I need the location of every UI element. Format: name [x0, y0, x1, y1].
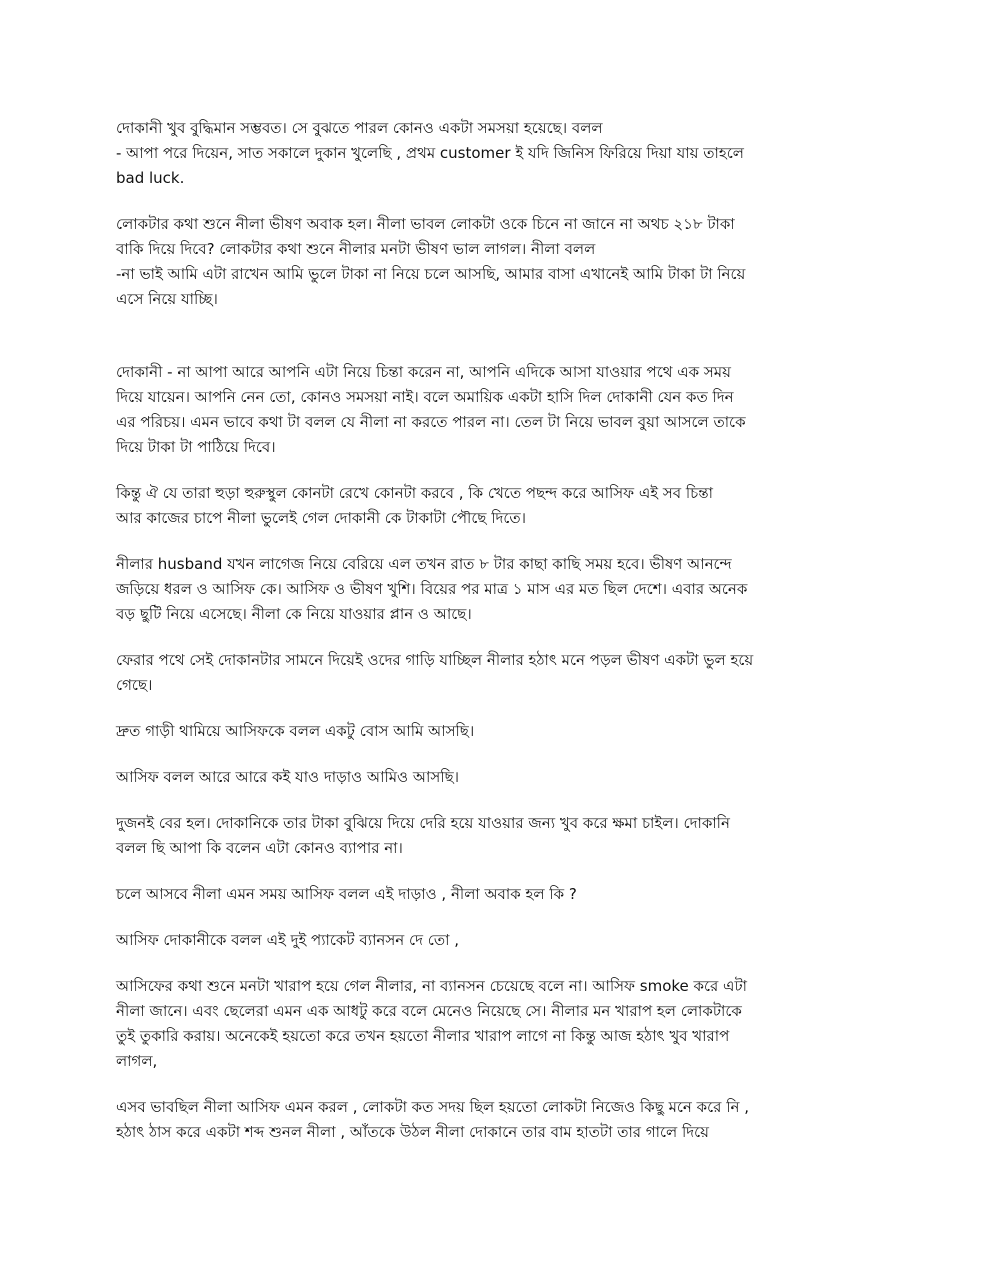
- text-line: গেছে।: [116, 676, 153, 694]
- document-page: [116, 116, 820, 1166]
- text-line: দ্রুত গাড়ী থামিয়ে আসিফকে বলল একটু বোস আমি আসছি।: [116, 722, 475, 740]
- text-line: আসিফের কথা শুনে মনটা খারাপ হয়ে গেল নীলার, না ব্যানসন চেয়েছে বলে না। আসিফ smoke করে এটা: [116, 977, 747, 995]
- text-line: bad luck.: [116, 169, 185, 187]
- text-line: তুই তুকারি করায়। অনেকেই হয়তো করে তখন হয়তো নীলার খারাপ লাগে না কিন্তু আজ হঠাৎ খুব খারাপ: [116, 1027, 730, 1045]
- text-line: - আপা পরে দিয়েন, সাত সকালে দুকান খুলেছি , প্রথম customer ই যদি জিনিস ফিরিয়ে দিয়া যায় তাহলে: [116, 144, 744, 162]
- text-line: এসব ভাবছিল নীলা আসিফ এমন করল , লোকটা কত সদয় ছিল হয়তো লোকটা নিজেও কিছু মনে করে নি ,: [116, 1098, 749, 1116]
- paragraph-2: [116, 212, 820, 312]
- paragraph-11: [116, 928, 820, 953]
- text-line: চলে আসবে নীলা এমন সময় আসিফ বলল এই দাড়াও , নীলা অবাক হল কি ?: [116, 885, 577, 903]
- text-line: লোকটার কথা শুনে নীলা ভীষণ অবাক হল। নীলা ভাবল লোকটা ওকে চিনে না জানে না অথচ ২১৮ টাকা: [116, 215, 735, 233]
- text-line: নীলা জানে। এবং ছেলেরা এমন এক আধটু করে বলে মেনেও নিয়েছে সে। নীলার মন খারাপ হল লোকটাকে: [116, 1002, 742, 1020]
- text-line: -না ভাই আমি এটা রাখেন আমি ভুলে টাকা না নিয়ে চলে আসছি, আমার বাসা এখানেই আমি টাকা টা নিয়ে: [116, 265, 746, 283]
- text-line: হঠাৎ ঠাস করে একটা শব্দ শুনল নীলা , আঁতকে উঠল নীলা দোকানে তার বাম হাতটা তার গালে দিয়ে: [116, 1123, 710, 1141]
- paragraph-9: [116, 811, 820, 861]
- text-line: নীলার husband যখন লাগেজ নিয়ে বেরিয়ে এল তখন রাত ৮ টার কাছা কাছি সময় হবে। ভীষণ আনন্দে: [116, 555, 732, 573]
- paragraph-4: [116, 481, 820, 531]
- text-line: জড়িয়ে ধরল ও আসিফ কে। আসিফ ও ভীষণ খুশি। বিয়ের পর মাত্র ১ মাস এর মত ছিল দেশে। এবার অনেক: [116, 580, 748, 598]
- text-line: দোকানী খুব বুদ্ধিমান সম্ভবত। সে বুঝতে পারল কোনও একটা সমসয়া হয়েছে। বলল: [116, 119, 603, 137]
- text-line: দুজনই বের হল। দোকানিকে তার টাকা বুঝিয়ে দিয়ে দেরি হয়ে যাওয়ার জন্য খুব করে ক্ষমা চাইল। দোকানি: [116, 814, 730, 832]
- text-line: এসে নিয়ে যাচ্ছি।: [116, 290, 218, 308]
- paragraph-12: [116, 974, 820, 1074]
- text-line: বলল ছি আপা কি বলেন এটা কোনও ব্যাপার না।: [116, 839, 403, 857]
- paragraph-13: [116, 1095, 820, 1145]
- text-line: বড় ছুটি নিয়ে এসেছে। নীলা কে নিয়ে যাওয়ার প্লান ও আছে।: [116, 605, 472, 623]
- text-line: দোকানী - না আপা আরে আপনি এটা নিয়ে চিন্তা করেন না, আপনি এদিকে আসা যাওয়ার পথে এক সময়: [116, 363, 731, 381]
- paragraph-6: [116, 648, 820, 698]
- text-line: লাগল,: [116, 1052, 158, 1070]
- paragraph-8: [116, 765, 820, 790]
- text-line: আসিফ বলল আরে আরে কই যাও দাড়াও আমিও আসছি।: [116, 768, 460, 786]
- paragraph-1: [116, 116, 820, 191]
- text-line: ফেরার পথে সেই দোকানটার সামনে দিয়েই ওদের গাড়ি যাচ্ছিল নীলার হঠাৎ মনে পড়ল ভীষণ একটা ভুল হয়ে: [116, 651, 754, 669]
- paragraph-3: [116, 360, 820, 460]
- text-line: আসিফ দোকানীকে বলল এই দুই প্যাকেট ব্যানসন দে তো ,: [116, 931, 459, 949]
- text-line: বাকি দিয়ে দিবে? লোকটার কথা শুনে নীলার মনটা ভীষণ ভাল লাগল। নীলা বলল: [116, 240, 596, 258]
- paragraph-5: [116, 552, 820, 627]
- text-line: দিয়ে যায়েন। আপনি নেন তো, কোনও সমসয়া নাই। বলে অমায়িক একটা হাসি দিল দোকানী যেন কত দিন: [116, 388, 734, 406]
- paragraph-10: [116, 882, 820, 907]
- paragraph-7: [116, 719, 820, 744]
- text-line: আর কাজের চাপে নীলা ভুলেই গেল দোকানী কে টাকাটা পৌছে দিতে।: [116, 509, 527, 527]
- text-line: এর পরিচয়। এমন ভাবে কথা টা বলল যে নীলা না করতে পারল না। তেল টা নিয়ে ভাবল বুয়া আসলে তাকে: [116, 413, 746, 431]
- text-line: দিয়ে টাকা টা পাঠিয়ে দিবে।: [116, 438, 276, 456]
- text-line: কিন্তু ঐ যে তারা হুড়া হুরুস্থুল কোনটা রেখে কোনটা করবে , কি খেতে পছন্দ করে আসিফ এই সব চিন্তা: [116, 484, 713, 502]
